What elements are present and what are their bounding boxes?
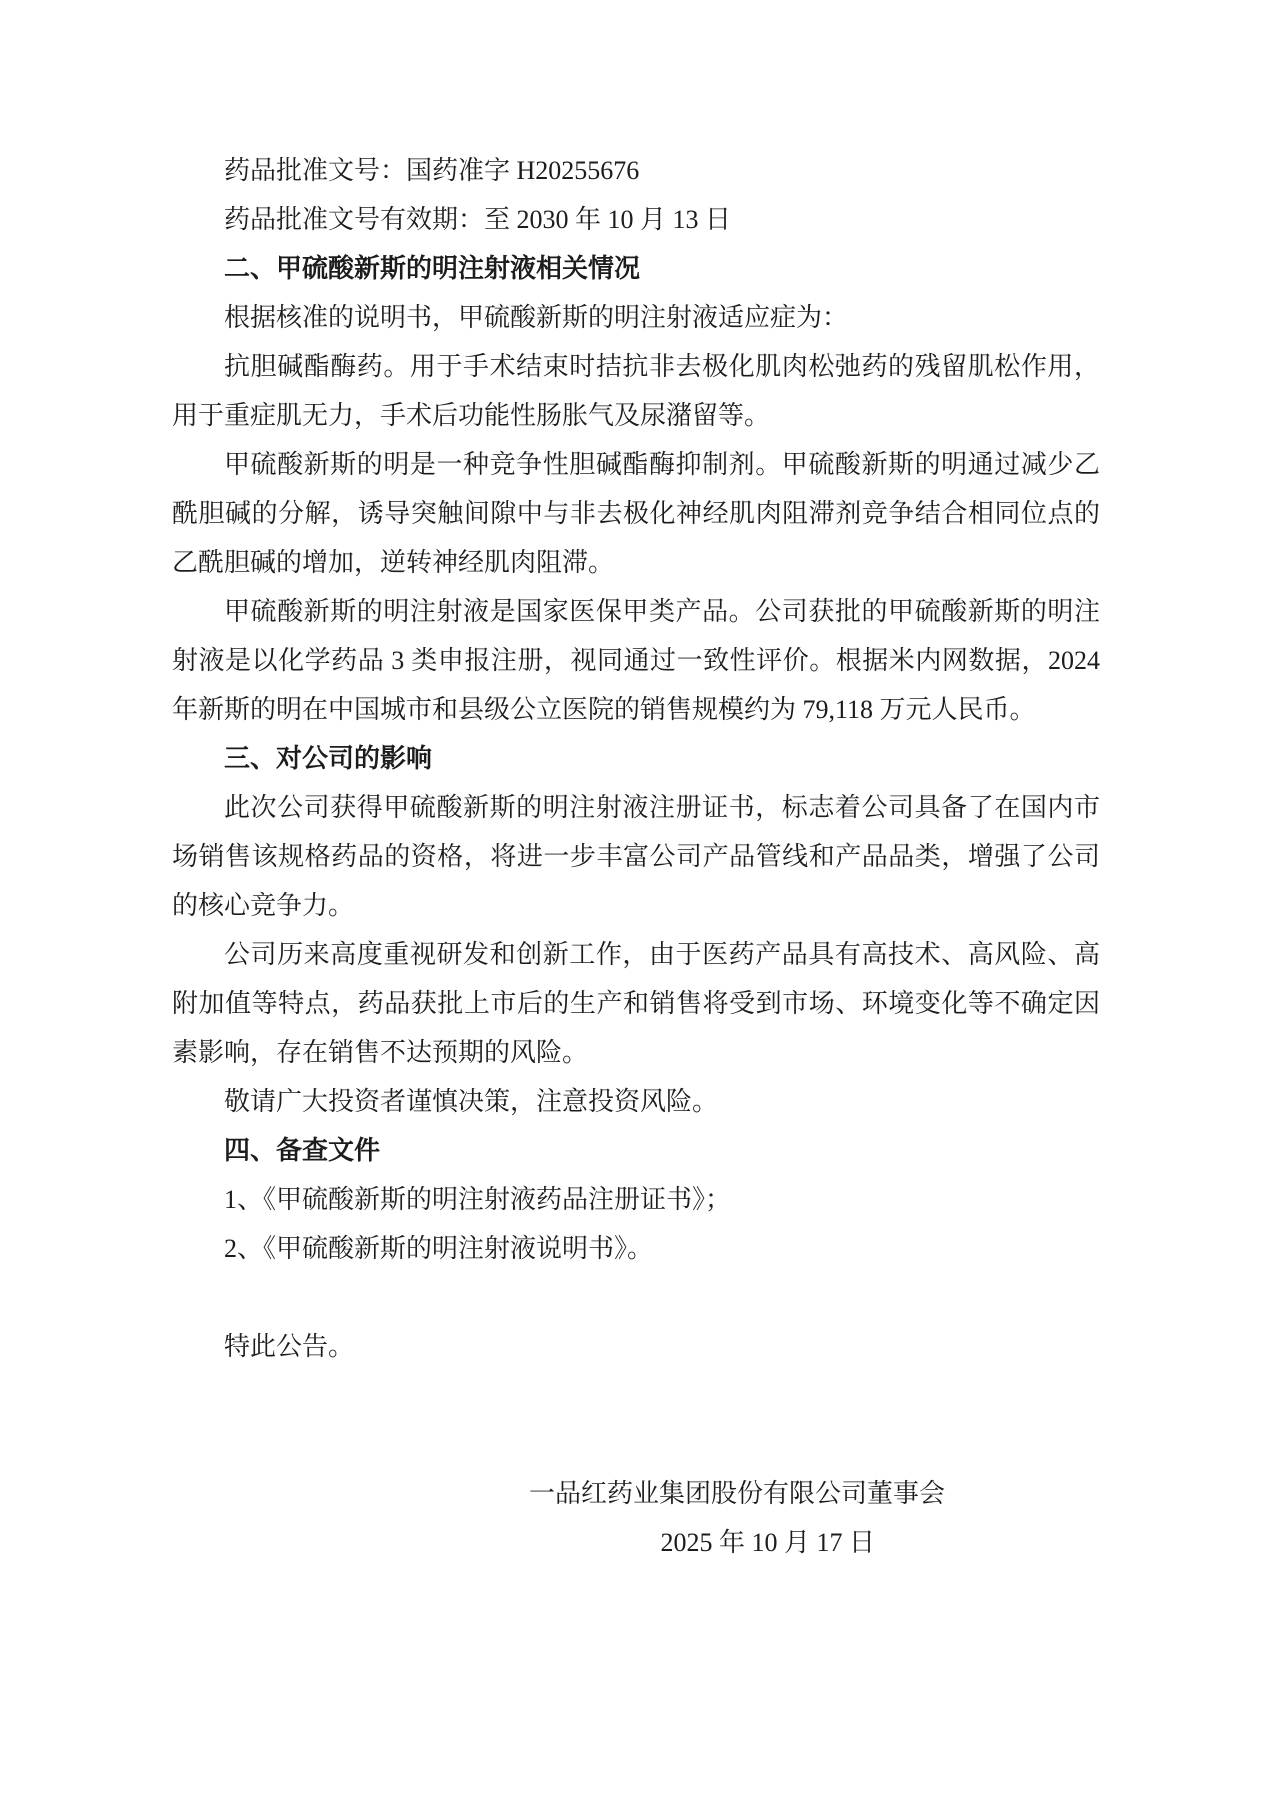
line-approval-validity: 药品批准文号有效期：至 2030 年 10 月 13 日 (224, 205, 732, 234)
para-market-line-2: 射液是以化学药品 3 类申报注册，视同通过一致性评价。根据米内网数据，2024 (172, 646, 1100, 675)
document-body (172, 146, 1100, 1567)
para-mechanism-line-3: 乙酰胆碱的增加，逆转神经肌肉阻滞。 (172, 548, 615, 577)
para-risk-line-1: 公司历来高度重视研发和创新工作，由于医药产品具有高技术、高风险、高 (224, 940, 1100, 969)
line-reference-doc-1: 1、《甲硫酸新斯的明注射液药品注册证书》； (224, 1185, 732, 1214)
line-drug-approval-number: 药品批准文号：国药准字 H20255676 (224, 156, 640, 185)
heading-section-4: 四、备查文件 (224, 1136, 381, 1165)
para-indication-line-1: 抗胆碱酯酶药。用于手术结束时拮抗非去极化肌肉松弛药的残留肌松作用， (224, 352, 1100, 381)
para-mechanism-line-1: 甲硫酸新斯的明是一种竞争性胆碱酯酶抑制剂。甲硫酸新斯的明通过减少乙 (224, 450, 1100, 479)
line-reference-doc-2: 2、《甲硫酸新斯的明注射液说明书》。 (224, 1234, 654, 1263)
para-impact-line-3: 的核心竞争力。 (172, 891, 355, 920)
para-market-line-3: 年新斯的明在中国城市和县级公立医院的销售规模约为 79,118 万元人民币。 (172, 695, 1036, 724)
blank-line (172, 1273, 1100, 1322)
para-mechanism-line-2: 酰胆碱的分解，诱导突触间隙中与非去极化神经肌肉阻滞剂竞争结合相同位点的 (172, 499, 1100, 528)
para-indication-line-2: 用于重症肌无力，手术后功能性肠胀气及尿潴留等。 (172, 401, 771, 430)
blank-line (172, 1371, 1100, 1420)
heading-section-2: 二、甲硫酸新斯的明注射液相关情况 (224, 254, 641, 283)
line-hereby-announced: 特此公告。 (224, 1332, 355, 1361)
para-impact-line-2: 场销售该规格药品的资格，将进一步丰富公司产品管线和产品品类，增强了公司 (172, 842, 1100, 871)
line-indication-intro: 根据核准的说明书，甲硫酸新斯的明注射液适应症为： (224, 303, 849, 332)
para-impact-line-1: 此次公司获得甲硫酸新斯的明注射液注册证书，标志着公司具备了在国内市 (224, 793, 1100, 822)
signature-company: 一品红药业集团股份有限公司董事会 (528, 1479, 945, 1508)
signature-date: 2025 年 10 月 17 日 (660, 1528, 875, 1557)
line-investor-notice: 敬请广大投资者谨慎决策，注意投资风险。 (224, 1087, 719, 1116)
para-market-line-1: 甲硫酸新斯的明注射液是国家医保甲类产品。公司获批的甲硫酸新斯的明注 (224, 597, 1100, 626)
heading-section-3: 三、对公司的影响 (224, 744, 433, 773)
para-risk-line-3: 素影响，存在销售不达预期的风险。 (172, 1038, 589, 1067)
para-risk-line-2: 附加值等特点，药品获批上市后的生产和销售将受到市场、环境变化等不确定因 (172, 989, 1100, 1018)
blank-line (172, 1420, 1100, 1469)
